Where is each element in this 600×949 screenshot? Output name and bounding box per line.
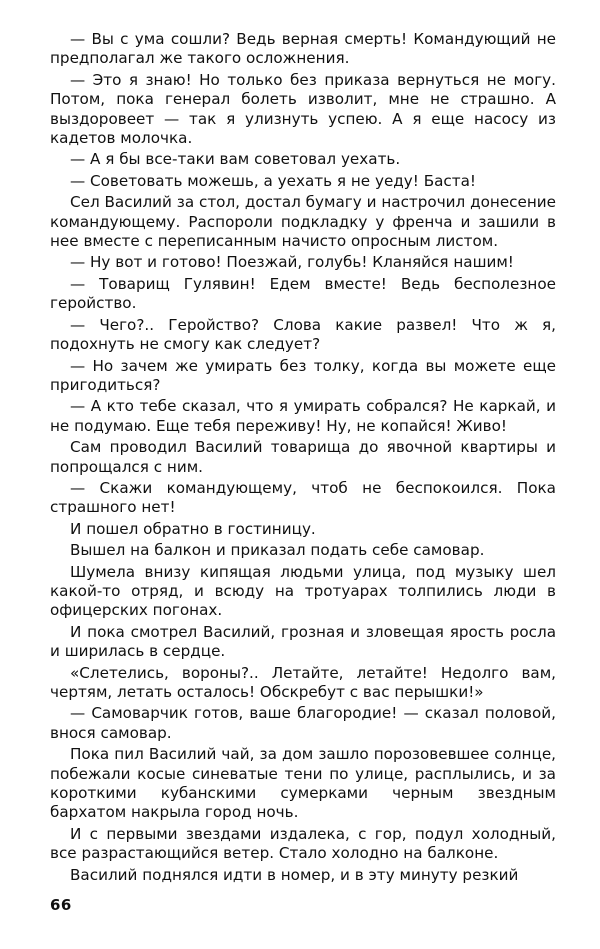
paragraph: Шумела внизу кипящая людьми улица, под музыку шел какой-то отряд, и всюду на тротуарах толпились люди в офицерских погонах. xyxy=(50,562,556,620)
paragraph: Сам проводил Василий товарища до явочной квартиры и попрощался с ним. xyxy=(50,438,556,476)
paragraph: И пока смотрел Василий, грозная и зловещая ярость росла и ширилась в сердце. xyxy=(50,622,556,661)
paragraph: Пока пил Василий чай, за дом зашло порозовевшее солнце, побежали косые синеватые тени по улице, расплылись, и за короткими кубанскими сумерками черным звездным бархатом накрыла город ночь. xyxy=(50,745,556,822)
paragraph: И с первыми звездами издалека, с гор, подул холодный, все разрастающийся ветер. Стало холодно на балконе. xyxy=(50,824,556,863)
paragraph: — Скажи командующему, чтоб не беспокоился. Пока страшного нет! xyxy=(50,478,556,517)
paragraph: И пошел обратно в гостиницу. xyxy=(70,519,316,538)
paragraph: Василий поднялся идти в номер, и в эту минуту резкий xyxy=(70,865,519,884)
page-text xyxy=(50,30,556,887)
paragraph: — А я бы все-таки вам советовал уехать. xyxy=(70,150,401,169)
paragraph: Вышел на балкон и приказал подать себе самовар. xyxy=(70,541,485,560)
paragraph: — Самоварчик готов, ваше благородие! — сказал половой, внося самовар. xyxy=(50,704,556,742)
paragraph: — А кто тебе сказал, что я умирать собрался? Не каркай, и не подумаю. Еще тебя переживу! Ну, не копайся! Живо! xyxy=(50,397,556,435)
paragraph: — Товарищ Гулявин! Едем вместе! Ведь бесполезное геройство. xyxy=(50,274,556,313)
paragraph: — Вы с ума сошли? Ведь верная смерть! Командующий не предполагал же такого осложнения. xyxy=(50,30,556,68)
paragraph: Сел Василий за стол, достал бумагу и настрочил донесение командующему. Распороли подкладку у френча и зашили в нее вместе с переписанным начисто опросным листом. xyxy=(50,193,556,251)
paragraph: — Советовать можешь, а уехать я не уеду! Баста! xyxy=(70,171,477,190)
paragraph: «Слетелись, вороны?.. Летайте, летайте! Недолго вам, чертям, летать осталось! Обскребут с вас перышки!» xyxy=(50,663,556,701)
page-number: 66 xyxy=(50,896,72,914)
paragraph: — Это я знаю! Но только без приказа вернуться не могу. Потом, пока генерал болеть изволит, мне не страшно. А выздоровеет — так я улизнуть успею. А я еще насосу из кадетов молочка. xyxy=(50,70,556,148)
paragraph: — Но зачем же умирать без толку, когда вы можете еще пригодиться? xyxy=(50,356,556,394)
paragraph: — Чего?.. Геройство? Слова какие развел! Что ж я, подохнуть не смогу как следует? xyxy=(50,315,556,354)
paragraph: — Ну вот и готово! Поезжай, голубь! Кланяйся нашим! xyxy=(70,253,514,272)
